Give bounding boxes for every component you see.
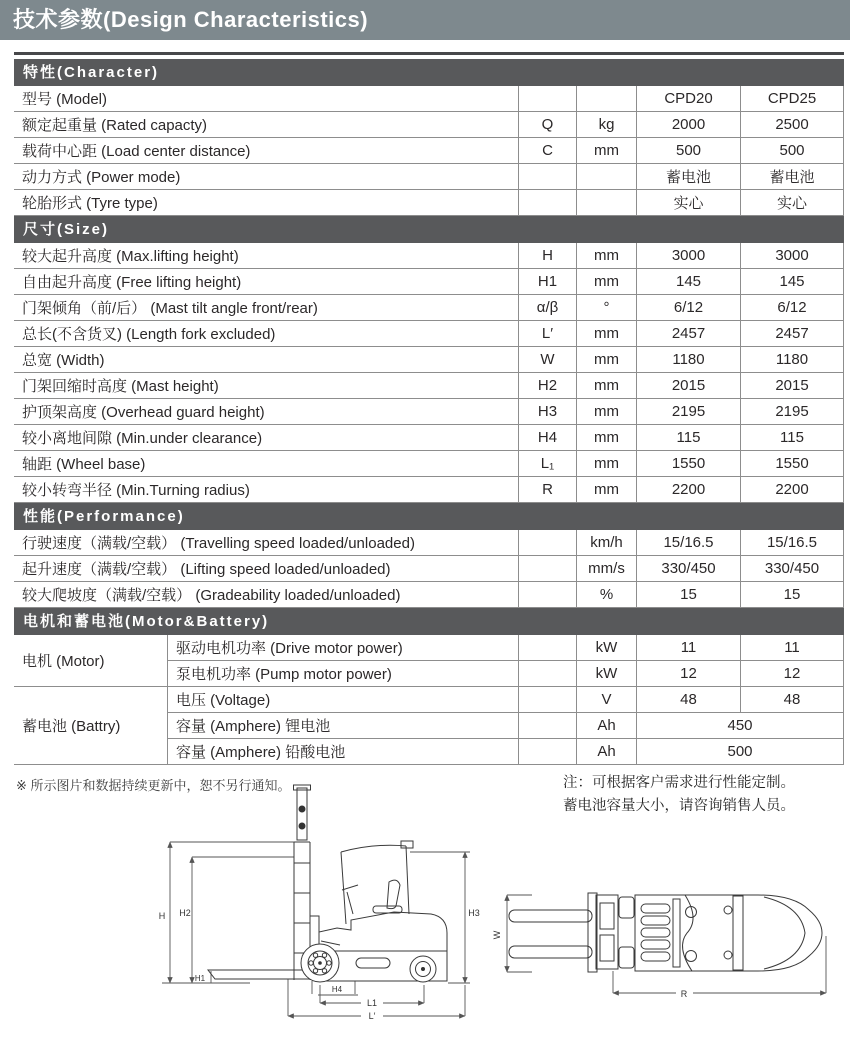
cell-label: 较大起升高度 (Max.lifting height) <box>14 243 519 269</box>
cell-label: 轮胎形式 (Tyre type) <box>14 190 519 216</box>
cell-value-cpd25: CPD25 <box>741 86 844 112</box>
cell-symbol <box>519 635 577 661</box>
cell-value-merged: 450 <box>637 713 844 739</box>
cell-symbol <box>519 739 577 765</box>
cell-label: 较大爬坡度（满载/空载） (Gradeability loaded/unloaded) <box>14 582 519 608</box>
group-rows <box>168 635 844 687</box>
dim-label-w: W <box>492 930 502 940</box>
cell-symbol: L′ <box>519 321 577 347</box>
cell-value-cpd20: 2457 <box>637 321 741 347</box>
cell-unit: kW <box>577 635 637 661</box>
section-header: 尺寸(Size) <box>14 216 844 243</box>
cell-value-cpd25: 2500 <box>741 112 844 138</box>
cell-value-cpd20: 蓄电池 <box>637 164 741 190</box>
table-top-rule <box>14 52 844 55</box>
dim-label-l1: L1 <box>366 998 378 1008</box>
cell-value-cpd20: 15/16.5 <box>637 530 741 556</box>
cell-unit: mm <box>577 269 637 295</box>
table-row <box>14 295 844 321</box>
table-row <box>14 556 844 582</box>
cell-value-cpd20: 12 <box>637 661 741 687</box>
table-row <box>168 739 844 765</box>
dim-label-l-prime: L′ <box>368 1011 376 1021</box>
cell-unit: kg <box>577 112 637 138</box>
cell-symbol: H3 <box>519 399 577 425</box>
cell-value-cpd20: CPD20 <box>637 86 741 112</box>
spec-table-body <box>14 59 844 765</box>
cell-symbol <box>519 164 577 190</box>
cell-value-cpd20: 330/450 <box>637 556 741 582</box>
cell-label: 电压 (Voltage) <box>168 687 519 713</box>
table-group <box>14 687 844 765</box>
cell-unit: mm <box>577 477 637 503</box>
group-rows <box>168 687 844 765</box>
cell-label: 总宽 (Width) <box>14 347 519 373</box>
page-title: 技术参数(Design Characteristics) <box>0 0 850 40</box>
group-label: 蓄电池 (Battry) <box>14 687 168 765</box>
cell-symbol <box>519 582 577 608</box>
cell-unit: V <box>577 687 637 713</box>
cell-value-cpd25: 1180 <box>741 347 844 373</box>
forklift-dimension-diagrams <box>0 783 850 1043</box>
cell-label: 起升速度（满载/空载） (Lifting speed loaded/unloaded) <box>14 556 519 582</box>
table-row <box>14 269 844 295</box>
cell-unit: kW <box>577 661 637 687</box>
section-header: 特性(Character) <box>14 59 844 86</box>
cell-value-cpd25: 1550 <box>741 451 844 477</box>
group-label: 电机 (Motor) <box>14 635 168 687</box>
cell-value-cpd20: 500 <box>637 138 741 164</box>
cell-value-cpd20: 48 <box>637 687 741 713</box>
cell-value-cpd25: 实心 <box>741 190 844 216</box>
forklift-side-view <box>208 785 447 982</box>
cell-label: 动力方式 (Power mode) <box>14 164 519 190</box>
cell-unit <box>577 164 637 190</box>
cell-value-cpd20: 11 <box>637 635 741 661</box>
cell-unit: mm <box>577 138 637 164</box>
cell-symbol: C <box>519 138 577 164</box>
cell-symbol <box>519 190 577 216</box>
cell-label: 自由起升高度 (Free lifting height) <box>14 269 519 295</box>
cell-symbol <box>519 556 577 582</box>
cell-value-cpd25: 115 <box>741 425 844 451</box>
section-header: 性能(Performance) <box>14 503 844 530</box>
cell-value-cpd25: 48 <box>741 687 844 713</box>
cell-unit: mm <box>577 425 637 451</box>
cell-value-cpd25: 500 <box>741 138 844 164</box>
cell-symbol <box>519 661 577 687</box>
cell-value-cpd25: 145 <box>741 269 844 295</box>
table-row <box>14 399 844 425</box>
table-row <box>14 347 844 373</box>
dim-label-r: R <box>680 989 688 999</box>
cell-value-cpd25: 2457 <box>741 321 844 347</box>
cell-unit: Ah <box>577 739 637 765</box>
cell-value-cpd20: 6/12 <box>637 295 741 321</box>
cell-value-cpd25: 6/12 <box>741 295 844 321</box>
cell-value-cpd25: 2195 <box>741 399 844 425</box>
cell-symbol: H1 <box>519 269 577 295</box>
cell-value-cpd20: 2015 <box>637 373 741 399</box>
cell-label: 容量 (Amphere) 铅酸电池 <box>168 739 519 765</box>
cell-unit: Ah <box>577 713 637 739</box>
table-row <box>168 661 844 687</box>
table-row <box>14 425 844 451</box>
cell-unit <box>577 190 637 216</box>
cell-unit: mm <box>577 399 637 425</box>
cell-label: 较小离地间隙 (Min.under clearance) <box>14 425 519 451</box>
cell-unit: mm/s <box>577 556 637 582</box>
footnote-left: ※ 所示图片和数据持续更新中，恕不另行通知。 <box>16 778 291 793</box>
cell-label: 额定起重量 (Rated capacty) <box>14 112 519 138</box>
table-row <box>14 112 844 138</box>
footnote-right-line1: 注：可根据客户需求进行性能定制。 <box>563 775 795 791</box>
dim-label-h3: H3 <box>468 908 480 918</box>
cell-symbol: W <box>519 347 577 373</box>
cell-value-cpd25: 11 <box>741 635 844 661</box>
cell-value-cpd20: 2000 <box>637 112 741 138</box>
table-row <box>14 138 844 164</box>
cell-symbol: H <box>519 243 577 269</box>
cell-unit: % <box>577 582 637 608</box>
table-row <box>168 687 844 713</box>
cell-unit: mm <box>577 243 637 269</box>
cell-value-cpd25: 15/16.5 <box>741 530 844 556</box>
cell-symbol <box>519 713 577 739</box>
cell-label: 型号 (Model) <box>14 86 519 112</box>
cell-label: 驱动电机功率 (Drive motor power) <box>168 635 519 661</box>
cell-symbol: H4 <box>519 425 577 451</box>
cell-value-cpd20: 145 <box>637 269 741 295</box>
table-row <box>14 451 844 477</box>
cell-symbol <box>519 687 577 713</box>
cell-value-cpd20: 实心 <box>637 190 741 216</box>
table-row <box>14 243 844 269</box>
top-view-dimension-lines <box>507 895 826 999</box>
footnote-right-line2: 蓄电池容量大小，请咨询销售人员。 <box>563 798 795 814</box>
cell-value-cpd20: 2195 <box>637 399 741 425</box>
cell-label: 较小转弯半径 (Min.Turning radius) <box>14 477 519 503</box>
cell-unit: mm <box>577 373 637 399</box>
cell-symbol: R <box>519 477 577 503</box>
cell-unit: mm <box>577 347 637 373</box>
cell-value-cpd20: 1550 <box>637 451 741 477</box>
dim-label-h4: H4 <box>331 985 343 994</box>
cell-value-cpd25: 12 <box>741 661 844 687</box>
cell-symbol: Q <box>519 112 577 138</box>
table-row <box>14 530 844 556</box>
cell-symbol <box>519 86 577 112</box>
table-row <box>168 635 844 661</box>
forklift-top-view <box>509 893 822 972</box>
cell-value-cpd25: 15 <box>741 582 844 608</box>
table-row <box>14 86 844 112</box>
section-header: 电机和蓄电池(Motor&Battery) <box>14 608 844 635</box>
table-row <box>14 321 844 347</box>
cell-value-cpd20: 1180 <box>637 347 741 373</box>
table-row <box>14 477 844 503</box>
cell-symbol <box>519 530 577 556</box>
side-view-dimension-lines <box>162 842 470 1021</box>
cell-label: 门架倾角（前/后） (Mast tilt angle front/rear) <box>14 295 519 321</box>
cell-unit: mm <box>577 451 637 477</box>
cell-symbol: L₁ <box>519 451 577 477</box>
cell-symbol: H2 <box>519 373 577 399</box>
cell-label: 行驶速度（满载/空载） (Travelling speed loaded/unloaded) <box>14 530 519 556</box>
cell-label: 门架回缩时高度 (Mast height) <box>14 373 519 399</box>
cell-label: 总长(不含货叉) (Length fork excluded) <box>14 321 519 347</box>
cell-label: 护顶架高度 (Overhead guard height) <box>14 399 519 425</box>
cell-value-cpd25: 330/450 <box>741 556 844 582</box>
table-row <box>14 582 844 608</box>
cell-value-cpd25: 2015 <box>741 373 844 399</box>
cell-value-cpd25: 3000 <box>741 243 844 269</box>
spec-table <box>14 52 844 765</box>
cell-unit: km/h <box>577 530 637 556</box>
dim-label-h1: H1 <box>194 974 206 983</box>
cell-value-cpd20: 2200 <box>637 477 741 503</box>
cell-value-merged: 500 <box>637 739 844 765</box>
cell-label: 容量 (Amphere) 锂电池 <box>168 713 519 739</box>
table-group <box>14 635 844 687</box>
cell-unit <box>577 86 637 112</box>
top-view-diagram <box>492 893 826 999</box>
cell-label: 载荷中心距 (Load center distance) <box>14 138 519 164</box>
cell-value-cpd20: 15 <box>637 582 741 608</box>
cell-value-cpd25: 蓄电池 <box>741 164 844 190</box>
table-row <box>14 373 844 399</box>
cell-unit: ° <box>577 295 637 321</box>
cell-label: 轴距 (Wheel base) <box>14 451 519 477</box>
cell-label: 泵电机功率 (Pump motor power) <box>168 661 519 687</box>
dim-label-h: H <box>158 911 166 921</box>
table-row <box>168 713 844 739</box>
dim-label-h2: H2 <box>179 908 191 918</box>
cell-symbol: α/β <box>519 295 577 321</box>
table-row <box>14 190 844 216</box>
table-row <box>14 164 844 190</box>
cell-value-cpd25: 2200 <box>741 477 844 503</box>
cell-value-cpd20: 115 <box>637 425 741 451</box>
cell-unit: mm <box>577 321 637 347</box>
side-view-diagram <box>159 785 480 1021</box>
cell-value-cpd20: 3000 <box>637 243 741 269</box>
